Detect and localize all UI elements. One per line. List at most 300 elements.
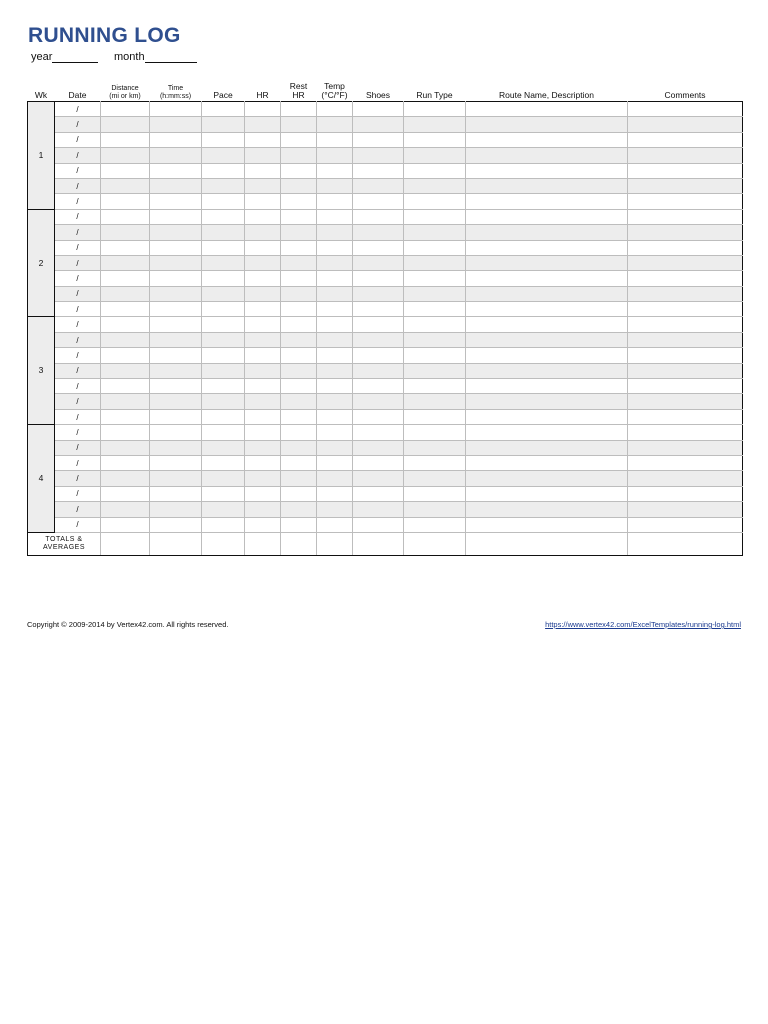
totals-cell[interactable] xyxy=(281,532,317,555)
entry-cell[interactable] xyxy=(353,409,404,424)
date-cell[interactable]: / xyxy=(55,225,101,240)
totals-cell[interactable] xyxy=(202,532,245,555)
entry-cell[interactable] xyxy=(281,363,317,378)
entry-cell[interactable] xyxy=(150,302,202,317)
entry-cell[interactable] xyxy=(353,163,404,178)
entry-cell[interactable] xyxy=(466,302,628,317)
entry-cell[interactable] xyxy=(281,194,317,209)
entry-cell[interactable] xyxy=(101,302,150,317)
entry-cell[interactable] xyxy=(466,209,628,224)
entry-cell[interactable] xyxy=(317,379,353,394)
entry-cell[interactable] xyxy=(150,194,202,209)
entry-cell[interactable] xyxy=(202,455,245,470)
entry-cell[interactable] xyxy=(353,394,404,409)
entry-cell[interactable] xyxy=(466,348,628,363)
source-link[interactable]: https://www.vertex42.com/ExcelTemplates/running-log.html xyxy=(545,620,741,629)
entry-cell[interactable] xyxy=(317,317,353,332)
entry-cell[interactable] xyxy=(353,271,404,286)
entry-cell[interactable] xyxy=(202,379,245,394)
entry-cell[interactable] xyxy=(101,194,150,209)
entry-cell[interactable] xyxy=(150,317,202,332)
entry-cell[interactable] xyxy=(202,132,245,147)
entry-cell[interactable] xyxy=(150,132,202,147)
entry-cell[interactable] xyxy=(628,486,743,501)
entry-cell[interactable] xyxy=(202,517,245,532)
entry-cell[interactable] xyxy=(317,117,353,132)
entry-cell[interactable] xyxy=(466,178,628,193)
entry-cell[interactable] xyxy=(628,132,743,147)
entry-cell[interactable] xyxy=(628,348,743,363)
entry-cell[interactable] xyxy=(150,394,202,409)
entry-cell[interactable] xyxy=(281,117,317,132)
entry-cell[interactable] xyxy=(245,117,281,132)
entry-cell[interactable] xyxy=(281,455,317,470)
entry-cell[interactable] xyxy=(202,148,245,163)
entry-cell[interactable] xyxy=(101,394,150,409)
entry-cell[interactable] xyxy=(281,132,317,147)
entry-cell[interactable] xyxy=(150,271,202,286)
entry-cell[interactable] xyxy=(404,102,466,117)
entry-cell[interactable] xyxy=(466,440,628,455)
entry-cell[interactable] xyxy=(101,240,150,255)
totals-cell[interactable] xyxy=(317,532,353,555)
entry-cell[interactable] xyxy=(150,332,202,347)
entry-cell[interactable] xyxy=(202,163,245,178)
entry-cell[interactable] xyxy=(466,271,628,286)
date-cell[interactable]: / xyxy=(55,286,101,301)
entry-cell[interactable] xyxy=(353,194,404,209)
entry-cell[interactable] xyxy=(281,486,317,501)
entry-cell[interactable] xyxy=(353,363,404,378)
entry-cell[interactable] xyxy=(628,440,743,455)
totals-cell[interactable] xyxy=(353,532,404,555)
entry-cell[interactable] xyxy=(150,209,202,224)
entry-cell[interactable] xyxy=(317,409,353,424)
totals-cell[interactable] xyxy=(466,532,628,555)
entry-cell[interactable] xyxy=(404,255,466,270)
entry-cell[interactable] xyxy=(353,379,404,394)
entry-cell[interactable] xyxy=(317,471,353,486)
month-input-line[interactable] xyxy=(145,50,197,63)
entry-cell[interactable] xyxy=(466,255,628,270)
date-cell[interactable]: / xyxy=(55,117,101,132)
entry-cell[interactable] xyxy=(245,409,281,424)
entry-cell[interactable] xyxy=(150,117,202,132)
entry-cell[interactable] xyxy=(101,425,150,440)
entry-cell[interactable] xyxy=(101,409,150,424)
entry-cell[interactable] xyxy=(150,240,202,255)
entry-cell[interactable] xyxy=(101,440,150,455)
entry-cell[interactable] xyxy=(628,517,743,532)
entry-cell[interactable] xyxy=(245,178,281,193)
entry-cell[interactable] xyxy=(353,148,404,163)
entry-cell[interactable] xyxy=(317,302,353,317)
entry-cell[interactable] xyxy=(404,332,466,347)
entry-cell[interactable] xyxy=(281,332,317,347)
entry-cell[interactable] xyxy=(245,286,281,301)
entry-cell[interactable] xyxy=(353,102,404,117)
entry-cell[interactable] xyxy=(202,502,245,517)
entry-cell[interactable] xyxy=(101,317,150,332)
entry-cell[interactable] xyxy=(150,348,202,363)
entry-cell[interactable] xyxy=(628,102,743,117)
entry-cell[interactable] xyxy=(628,363,743,378)
entry-cell[interactable] xyxy=(466,332,628,347)
entry-cell[interactable] xyxy=(245,132,281,147)
entry-cell[interactable] xyxy=(466,379,628,394)
entry-cell[interactable] xyxy=(404,409,466,424)
entry-cell[interactable] xyxy=(150,502,202,517)
entry-cell[interactable] xyxy=(628,286,743,301)
entry-cell[interactable] xyxy=(281,409,317,424)
date-cell[interactable]: / xyxy=(55,302,101,317)
entry-cell[interactable] xyxy=(404,471,466,486)
date-cell[interactable]: / xyxy=(55,517,101,532)
entry-cell[interactable] xyxy=(353,425,404,440)
entry-cell[interactable] xyxy=(628,379,743,394)
entry-cell[interactable] xyxy=(466,517,628,532)
entry-cell[interactable] xyxy=(353,240,404,255)
entry-cell[interactable] xyxy=(150,471,202,486)
totals-cell[interactable] xyxy=(101,532,150,555)
entry-cell[interactable] xyxy=(628,409,743,424)
entry-cell[interactable] xyxy=(353,117,404,132)
entry-cell[interactable] xyxy=(317,517,353,532)
entry-cell[interactable] xyxy=(245,271,281,286)
entry-cell[interactable] xyxy=(628,455,743,470)
entry-cell[interactable] xyxy=(281,163,317,178)
entry-cell[interactable] xyxy=(466,425,628,440)
entry-cell[interactable] xyxy=(404,148,466,163)
entry-cell[interactable] xyxy=(353,440,404,455)
entry-cell[interactable] xyxy=(317,286,353,301)
entry-cell[interactable] xyxy=(353,517,404,532)
date-cell[interactable]: / xyxy=(55,332,101,347)
entry-cell[interactable] xyxy=(317,209,353,224)
entry-cell[interactable] xyxy=(101,517,150,532)
entry-cell[interactable] xyxy=(404,117,466,132)
entry-cell[interactable] xyxy=(202,302,245,317)
entry-cell[interactable] xyxy=(466,363,628,378)
entry-cell[interactable] xyxy=(466,117,628,132)
entry-cell[interactable] xyxy=(281,394,317,409)
entry-cell[interactable] xyxy=(281,471,317,486)
entry-cell[interactable] xyxy=(245,148,281,163)
entry-cell[interactable] xyxy=(281,225,317,240)
entry-cell[interactable] xyxy=(202,271,245,286)
entry-cell[interactable] xyxy=(353,332,404,347)
entry-cell[interactable] xyxy=(317,394,353,409)
entry-cell[interactable] xyxy=(404,363,466,378)
date-cell[interactable]: / xyxy=(55,348,101,363)
entry-cell[interactable] xyxy=(628,317,743,332)
entry-cell[interactable] xyxy=(245,425,281,440)
entry-cell[interactable] xyxy=(317,148,353,163)
entry-cell[interactable] xyxy=(628,209,743,224)
entry-cell[interactable] xyxy=(353,132,404,147)
date-cell[interactable]: / xyxy=(55,486,101,501)
entry-cell[interactable] xyxy=(150,440,202,455)
date-cell[interactable]: / xyxy=(55,240,101,255)
entry-cell[interactable] xyxy=(245,209,281,224)
entry-cell[interactable] xyxy=(281,317,317,332)
entry-cell[interactable] xyxy=(281,209,317,224)
entry-cell[interactable] xyxy=(202,117,245,132)
entry-cell[interactable] xyxy=(281,502,317,517)
entry-cell[interactable] xyxy=(404,425,466,440)
entry-cell[interactable] xyxy=(317,348,353,363)
entry-cell[interactable] xyxy=(150,178,202,193)
date-cell[interactable]: / xyxy=(55,102,101,117)
entry-cell[interactable] xyxy=(466,194,628,209)
entry-cell[interactable] xyxy=(281,255,317,270)
entry-cell[interactable] xyxy=(245,102,281,117)
entry-cell[interactable] xyxy=(245,302,281,317)
entry-cell[interactable] xyxy=(628,163,743,178)
entry-cell[interactable] xyxy=(404,225,466,240)
date-cell[interactable]: / xyxy=(55,379,101,394)
entry-cell[interactable] xyxy=(101,255,150,270)
date-cell[interactable]: / xyxy=(55,440,101,455)
entry-cell[interactable] xyxy=(466,502,628,517)
entry-cell[interactable] xyxy=(101,102,150,117)
entry-cell[interactable] xyxy=(353,225,404,240)
entry-cell[interactable] xyxy=(404,317,466,332)
date-cell[interactable]: / xyxy=(55,409,101,424)
date-cell[interactable]: / xyxy=(55,502,101,517)
entry-cell[interactable] xyxy=(281,271,317,286)
entry-cell[interactable] xyxy=(150,425,202,440)
entry-cell[interactable] xyxy=(317,178,353,193)
entry-cell[interactable] xyxy=(202,225,245,240)
entry-cell[interactable] xyxy=(628,332,743,347)
entry-cell[interactable] xyxy=(150,486,202,501)
entry-cell[interactable] xyxy=(281,286,317,301)
entry-cell[interactable] xyxy=(281,148,317,163)
entry-cell[interactable] xyxy=(150,255,202,270)
entry-cell[interactable] xyxy=(404,194,466,209)
entry-cell[interactable] xyxy=(628,394,743,409)
entry-cell[interactable] xyxy=(281,517,317,532)
entry-cell[interactable] xyxy=(404,240,466,255)
totals-cell[interactable] xyxy=(245,532,281,555)
entry-cell[interactable] xyxy=(353,302,404,317)
entry-cell[interactable] xyxy=(353,178,404,193)
totals-cell[interactable] xyxy=(628,532,743,555)
entry-cell[interactable] xyxy=(202,194,245,209)
entry-cell[interactable] xyxy=(281,348,317,363)
entry-cell[interactable] xyxy=(404,132,466,147)
entry-cell[interactable] xyxy=(353,286,404,301)
entry-cell[interactable] xyxy=(245,502,281,517)
entry-cell[interactable] xyxy=(245,194,281,209)
entry-cell[interactable] xyxy=(202,255,245,270)
totals-cell[interactable] xyxy=(150,532,202,555)
entry-cell[interactable] xyxy=(245,394,281,409)
date-cell[interactable]: / xyxy=(55,163,101,178)
entry-cell[interactable] xyxy=(353,317,404,332)
entry-cell[interactable] xyxy=(245,332,281,347)
entry-cell[interactable] xyxy=(466,317,628,332)
entry-cell[interactable] xyxy=(353,486,404,501)
entry-cell[interactable] xyxy=(466,455,628,470)
entry-cell[interactable] xyxy=(317,425,353,440)
entry-cell[interactable] xyxy=(202,471,245,486)
entry-cell[interactable] xyxy=(202,363,245,378)
entry-cell[interactable] xyxy=(628,471,743,486)
entry-cell[interactable] xyxy=(404,302,466,317)
entry-cell[interactable] xyxy=(628,425,743,440)
entry-cell[interactable] xyxy=(317,194,353,209)
entry-cell[interactable] xyxy=(404,209,466,224)
entry-cell[interactable] xyxy=(245,471,281,486)
entry-cell[interactable] xyxy=(202,102,245,117)
entry-cell[interactable] xyxy=(628,271,743,286)
entry-cell[interactable] xyxy=(245,363,281,378)
entry-cell[interactable] xyxy=(404,440,466,455)
date-cell[interactable]: / xyxy=(55,363,101,378)
entry-cell[interactable] xyxy=(281,425,317,440)
entry-cell[interactable] xyxy=(281,102,317,117)
entry-cell[interactable] xyxy=(101,209,150,224)
entry-cell[interactable] xyxy=(466,240,628,255)
entry-cell[interactable] xyxy=(101,178,150,193)
year-input-line[interactable] xyxy=(52,50,98,63)
entry-cell[interactable] xyxy=(150,286,202,301)
entry-cell[interactable] xyxy=(404,271,466,286)
entry-cell[interactable] xyxy=(404,486,466,501)
entry-cell[interactable] xyxy=(404,394,466,409)
entry-cell[interactable] xyxy=(150,379,202,394)
entry-cell[interactable] xyxy=(202,178,245,193)
entry-cell[interactable] xyxy=(628,255,743,270)
date-cell[interactable]: / xyxy=(55,132,101,147)
entry-cell[interactable] xyxy=(150,102,202,117)
entry-cell[interactable] xyxy=(317,225,353,240)
entry-cell[interactable] xyxy=(150,409,202,424)
entry-cell[interactable] xyxy=(628,117,743,132)
entry-cell[interactable] xyxy=(202,409,245,424)
date-cell[interactable]: / xyxy=(55,209,101,224)
entry-cell[interactable] xyxy=(202,286,245,301)
entry-cell[interactable] xyxy=(466,471,628,486)
date-cell[interactable]: / xyxy=(55,271,101,286)
entry-cell[interactable] xyxy=(404,502,466,517)
entry-cell[interactable] xyxy=(101,163,150,178)
entry-cell[interactable] xyxy=(317,255,353,270)
entry-cell[interactable] xyxy=(150,225,202,240)
entry-cell[interactable] xyxy=(245,348,281,363)
entry-cell[interactable] xyxy=(317,271,353,286)
entry-cell[interactable] xyxy=(466,132,628,147)
entry-cell[interactable] xyxy=(404,163,466,178)
entry-cell[interactable] xyxy=(353,348,404,363)
entry-cell[interactable] xyxy=(466,225,628,240)
entry-cell[interactable] xyxy=(150,163,202,178)
entry-cell[interactable] xyxy=(628,194,743,209)
entry-cell[interactable] xyxy=(150,517,202,532)
date-cell[interactable]: / xyxy=(55,394,101,409)
entry-cell[interactable] xyxy=(101,348,150,363)
entry-cell[interactable] xyxy=(245,379,281,394)
entry-cell[interactable] xyxy=(628,302,743,317)
date-cell[interactable]: / xyxy=(55,317,101,332)
entry-cell[interactable] xyxy=(317,163,353,178)
entry-cell[interactable] xyxy=(101,502,150,517)
entry-cell[interactable] xyxy=(317,102,353,117)
entry-cell[interactable] xyxy=(404,178,466,193)
entry-cell[interactable] xyxy=(466,286,628,301)
entry-cell[interactable] xyxy=(404,455,466,470)
entry-cell[interactable] xyxy=(245,455,281,470)
entry-cell[interactable] xyxy=(628,240,743,255)
entry-cell[interactable] xyxy=(202,348,245,363)
date-cell[interactable]: / xyxy=(55,425,101,440)
entry-cell[interactable] xyxy=(202,440,245,455)
entry-cell[interactable] xyxy=(202,209,245,224)
entry-cell[interactable] xyxy=(202,394,245,409)
entry-cell[interactable] xyxy=(245,486,281,501)
entry-cell[interactable] xyxy=(245,225,281,240)
entry-cell[interactable] xyxy=(101,363,150,378)
entry-cell[interactable] xyxy=(628,225,743,240)
date-cell[interactable]: / xyxy=(55,255,101,270)
entry-cell[interactable] xyxy=(245,440,281,455)
entry-cell[interactable] xyxy=(202,332,245,347)
entry-cell[interactable] xyxy=(404,379,466,394)
entry-cell[interactable] xyxy=(353,209,404,224)
entry-cell[interactable] xyxy=(317,455,353,470)
entry-cell[interactable] xyxy=(466,486,628,501)
entry-cell[interactable] xyxy=(202,486,245,501)
date-cell[interactable]: / xyxy=(55,194,101,209)
entry-cell[interactable] xyxy=(353,502,404,517)
entry-cell[interactable] xyxy=(466,409,628,424)
entry-cell[interactable] xyxy=(466,102,628,117)
entry-cell[interactable] xyxy=(628,502,743,517)
entry-cell[interactable] xyxy=(202,317,245,332)
entry-cell[interactable] xyxy=(404,348,466,363)
entry-cell[interactable] xyxy=(317,240,353,255)
entry-cell[interactable] xyxy=(317,440,353,455)
entry-cell[interactable] xyxy=(466,163,628,178)
entry-cell[interactable] xyxy=(281,379,317,394)
entry-cell[interactable] xyxy=(245,163,281,178)
date-cell[interactable]: / xyxy=(55,148,101,163)
entry-cell[interactable] xyxy=(317,502,353,517)
entry-cell[interactable] xyxy=(466,394,628,409)
entry-cell[interactable] xyxy=(245,517,281,532)
entry-cell[interactable] xyxy=(101,471,150,486)
entry-cell[interactable] xyxy=(466,148,628,163)
entry-cell[interactable] xyxy=(353,471,404,486)
date-cell[interactable]: / xyxy=(55,455,101,470)
entry-cell[interactable] xyxy=(150,363,202,378)
entry-cell[interactable] xyxy=(101,148,150,163)
entry-cell[interactable] xyxy=(353,455,404,470)
entry-cell[interactable] xyxy=(101,332,150,347)
entry-cell[interactable] xyxy=(245,317,281,332)
date-cell[interactable]: / xyxy=(55,471,101,486)
entry-cell[interactable] xyxy=(317,132,353,147)
entry-cell[interactable] xyxy=(101,225,150,240)
entry-cell[interactable] xyxy=(281,302,317,317)
entry-cell[interactable] xyxy=(628,178,743,193)
entry-cell[interactable] xyxy=(101,271,150,286)
entry-cell[interactable] xyxy=(150,455,202,470)
entry-cell[interactable] xyxy=(317,486,353,501)
date-cell[interactable]: / xyxy=(55,178,101,193)
